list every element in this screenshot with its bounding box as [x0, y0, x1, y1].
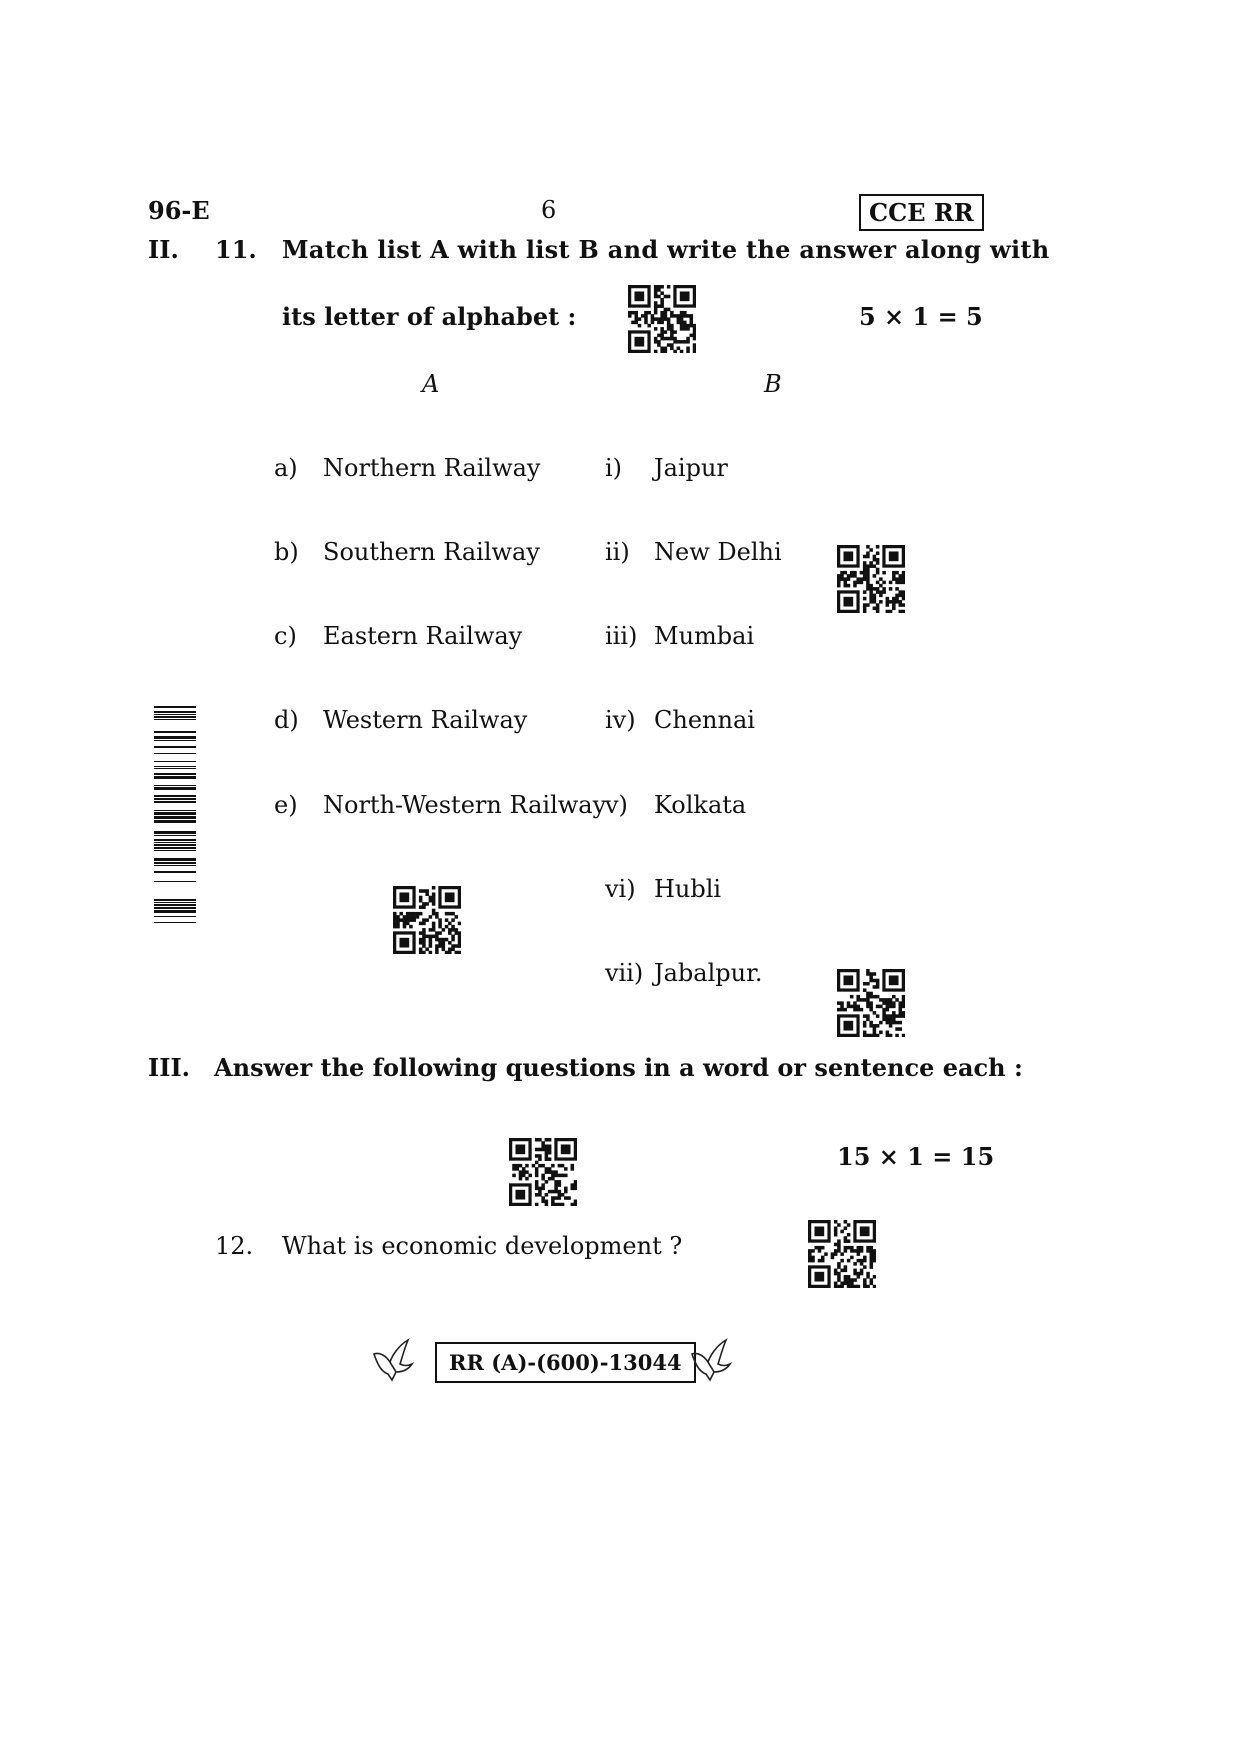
qr-code — [509, 1138, 577, 1206]
list-b-item: Hubli — [654, 875, 722, 903]
column-b-heading: B — [764, 370, 782, 398]
section-roman: III. — [148, 1053, 191, 1082]
qr-code — [837, 545, 905, 613]
list-b-item: Mumbai — [654, 622, 755, 650]
list-a-label: a) — [274, 454, 298, 482]
section-instruction: Answer the following questions in a word or sentence each : — [214, 1053, 1023, 1082]
list-a-item: North-Western Railway — [323, 791, 607, 819]
list-a-label: c) — [274, 622, 297, 650]
list-b-item: Kolkata — [654, 791, 747, 819]
qr-code — [393, 886, 461, 954]
list-b-label: vi) — [605, 875, 636, 903]
list-b-item: Jabalpur. — [654, 959, 763, 987]
qr-code — [628, 285, 696, 353]
list-a-item: Western Railway — [323, 706, 528, 734]
list-a-label: e) — [274, 791, 298, 819]
list-a-item: Northern Railway — [323, 454, 541, 482]
list-a-item: Southern Railway — [323, 538, 540, 566]
list-b-item: Jaipur — [654, 454, 728, 482]
dove-icon — [370, 1336, 414, 1382]
list-b-label: vii) — [605, 959, 644, 987]
list-a-label: b) — [274, 538, 299, 566]
qr-code — [808, 1220, 876, 1288]
exam-code-box: CCE RR — [859, 194, 984, 231]
section-roman: II. — [148, 235, 179, 264]
list-b-item: New Delhi — [654, 538, 782, 566]
qr-code — [837, 969, 905, 1037]
footer-code-box: RR (A)-(600)-13044 — [435, 1342, 696, 1383]
question-instruction-line1: Match list A with list B and write the answer along with — [282, 235, 1050, 264]
list-a-item: Eastern Railway — [323, 622, 523, 650]
question-instruction-line2: its letter of alphabet : — [282, 302, 577, 331]
barcode — [154, 706, 196, 924]
question-number: 11. — [215, 235, 257, 264]
marks-label: 5 × 1 = 5 — [859, 302, 983, 331]
paper-code: 96-E — [148, 196, 210, 225]
list-a-label: d) — [274, 706, 299, 734]
question-number: 12. — [215, 1232, 254, 1260]
list-b-item: Chennai — [654, 706, 755, 734]
list-b-label: v) — [605, 791, 628, 819]
column-a-heading: A — [422, 370, 440, 398]
list-b-label: ii) — [605, 538, 630, 566]
page-number: 6 — [541, 196, 557, 224]
list-b-label: i) — [605, 454, 623, 482]
list-b-label: iv) — [605, 706, 636, 734]
marks-label: 15 × 1 = 15 — [837, 1142, 995, 1171]
question-text: What is economic development ? — [282, 1232, 683, 1260]
list-b-label: iii) — [605, 622, 638, 650]
dove-icon — [688, 1336, 732, 1382]
